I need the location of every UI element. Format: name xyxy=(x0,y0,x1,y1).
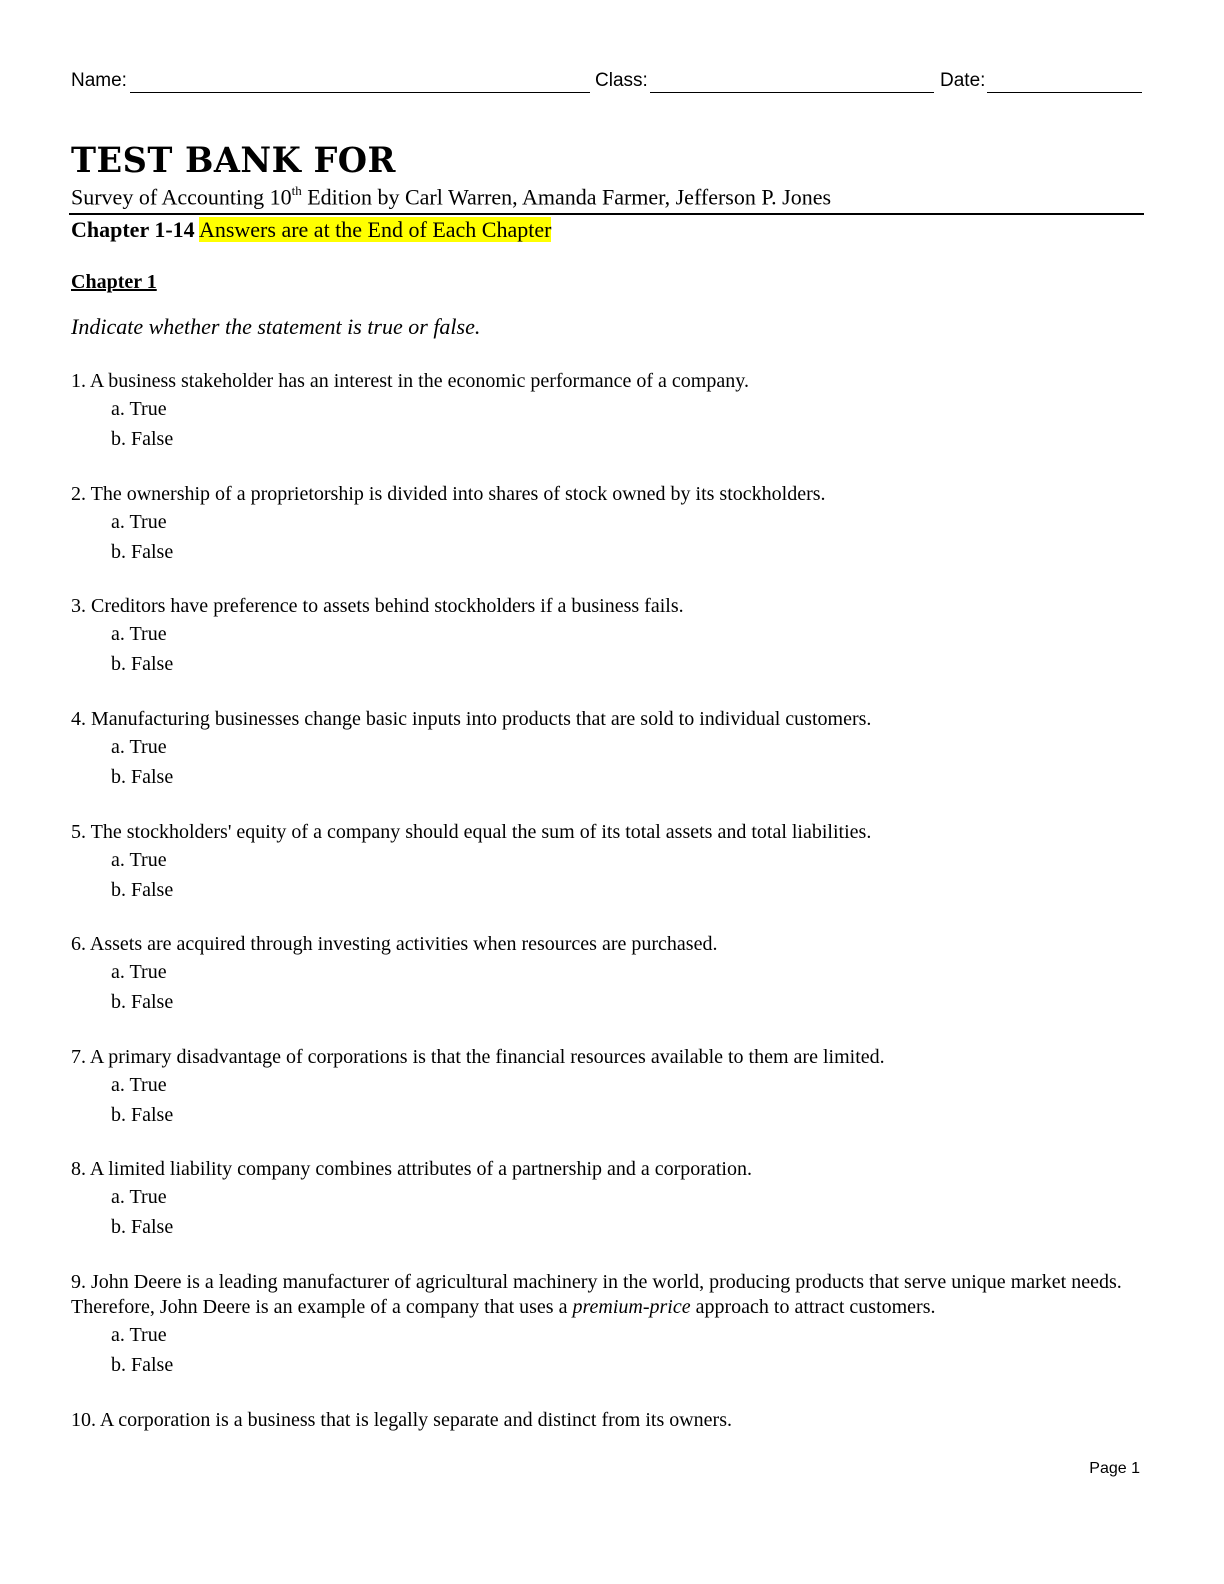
class-blank xyxy=(650,92,934,93)
name-blank xyxy=(130,92,590,93)
option-false: b. False xyxy=(111,428,174,450)
chapter-range-label: Chapter 1-14 xyxy=(71,217,195,242)
question-text xyxy=(71,1270,1151,1320)
question-text: 1. A business stakeholder has an interest in the economic performance of a company. xyxy=(71,370,749,392)
question-text-before: 9. John Deere is a leading manufacturer of agricultural machinery in the world, producing products that serve unique market needs. Therefore, John Deere is an example of a company that uses a xyxy=(71,1271,1122,1318)
option-false: b. False xyxy=(111,1216,174,1238)
question-5 xyxy=(71,820,1151,905)
subtitle-superscript: th xyxy=(291,183,302,198)
date-blank xyxy=(987,92,1142,93)
option-true: a. True xyxy=(111,398,167,420)
option-false: b. False xyxy=(111,879,174,901)
question-text: 8. A limited liability company combines attributes of a partnership and a corporation. xyxy=(71,1158,752,1180)
question-text: 7. A primary disadvantage of corporations is that the financial resources available to them are limited. xyxy=(71,1046,885,1068)
subtitle-prefix: Survey of Accounting 10 xyxy=(71,184,292,210)
option-true: a. True xyxy=(111,961,167,983)
question-7 xyxy=(71,1045,1151,1130)
question-text: 5. The stockholders' equity of a company should equal the sum of its total assets and total liabilities. xyxy=(71,821,872,843)
chapter-range-line xyxy=(71,217,551,243)
subtitle-suffix: Edition by Carl Warren, Amanda Farmer, Jefferson P. Jones xyxy=(301,184,832,210)
question-text: 4. Manufacturing businesses change basic inputs into products that are sold to individual customers. xyxy=(71,708,872,730)
class-label: Class: xyxy=(595,70,648,91)
option-true: a. True xyxy=(111,1186,167,1208)
option-false: b. False xyxy=(111,653,174,675)
option-true: a. True xyxy=(111,623,167,645)
name-label: Name: xyxy=(71,70,127,91)
answers-note-highlight: Answers are at the End of Each Chapter xyxy=(198,217,552,242)
option-true: a. True xyxy=(111,511,167,533)
question-8 xyxy=(71,1157,1151,1242)
option-true: a. True xyxy=(111,1074,167,1096)
title-divider xyxy=(69,213,1144,215)
page-number: Page 1 xyxy=(1089,1460,1140,1477)
question-text: 6. Assets are acquired through investing activities when resources are purchased. xyxy=(71,933,718,955)
question-text-after: approach to attract customers. xyxy=(690,1296,936,1318)
student-info-line xyxy=(71,70,1142,100)
option-true: a. True xyxy=(111,1324,167,1346)
chapter-heading: Chapter 1 xyxy=(71,271,157,293)
question-text: 10. A corporation is a business that is legally separate and distinct from its owners. xyxy=(71,1409,732,1431)
question-3 xyxy=(71,594,1151,679)
date-label: Date: xyxy=(940,70,986,91)
option-false: b. False xyxy=(111,766,174,788)
option-false: b. False xyxy=(111,541,174,563)
question-4 xyxy=(71,707,1151,792)
question-text-italic: premium-price xyxy=(572,1296,691,1318)
instructions: Indicate whether the statement is true or false. xyxy=(71,314,481,339)
question-9 xyxy=(71,1270,1151,1380)
question-2 xyxy=(71,482,1151,567)
book-subtitle xyxy=(71,184,831,210)
question-text: 2. The ownership of a proprietorship is divided into shares of stock owned by its stockholders. xyxy=(71,483,826,505)
question-text: 3. Creditors have preference to assets behind stockholders if a business fails. xyxy=(71,595,684,617)
option-false: b. False xyxy=(111,1354,174,1376)
option-false: b. False xyxy=(111,991,174,1013)
option-true: a. True xyxy=(111,736,167,758)
option-false: b. False xyxy=(111,1104,174,1126)
question-1 xyxy=(71,369,1151,454)
document-title: TEST BANK FOR xyxy=(71,140,396,181)
question-6 xyxy=(71,932,1151,1017)
option-true: a. True xyxy=(111,849,167,871)
question-10 xyxy=(71,1408,1151,1433)
